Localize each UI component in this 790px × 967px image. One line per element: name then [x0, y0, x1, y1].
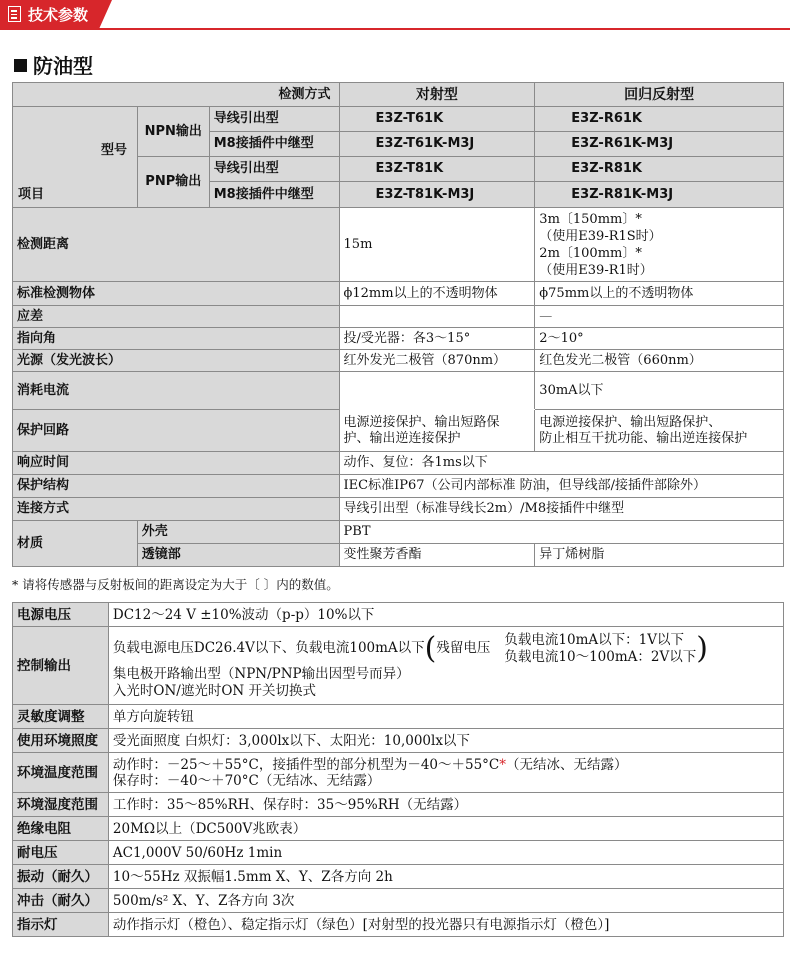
residual-voltage-label: 残留电压: [436, 640, 491, 656]
pnp-output-label: PNP输出: [137, 157, 209, 208]
dielectric-value: AC1,000V 50/60Hz 1min: [108, 841, 783, 865]
distance-thru: 15m: [339, 208, 535, 282]
voltage-value: DC12～24 V ±10%波动（p-p）10%以下: [108, 603, 783, 627]
model-npn-m8-thru: E3Z-T61K-M3J: [339, 132, 535, 157]
residual-line1: 负载电流10mA以下：1V以下: [504, 631, 684, 648]
npn-m8-type: M8接插件中继型: [209, 132, 339, 157]
distance-retro: [535, 208, 784, 282]
distance-retro-line3: 2m〔100mm〕*: [539, 245, 642, 261]
dielectric-label: 耐电压: [13, 841, 109, 865]
output-line3: 入光时ON/遮光时ON 开关切换式: [112, 682, 316, 699]
protection-retro-line2: 防止相互干扰功能、输出逆连接保护: [539, 430, 748, 446]
current-thru: [339, 372, 535, 410]
npn-output-label: NPN输出: [137, 107, 209, 157]
ambient-light-value: 受光面照度 白炽灯：3,000lx以下、太阳光：10,000lx以下: [108, 729, 783, 753]
ambient-humidity-value: 工作时：35～85%RH、保存时：35～95%RH（无结露）: [108, 793, 783, 817]
insulation-label: 绝缘电阻: [13, 817, 109, 841]
spec-table: [12, 82, 784, 567]
asterisk-mark: *: [499, 756, 507, 773]
indicator-label: 指示灯: [13, 913, 109, 937]
material-case-label: 外壳: [137, 521, 339, 544]
light-source-thru: 红外发光二极管（870nm）: [339, 350, 535, 372]
voltage-label: 电源电压: [13, 603, 109, 627]
distance-retro-line1: 3m〔150mm〕*: [539, 211, 642, 227]
light-source-label: 光源（发光波长）: [13, 350, 340, 372]
angle-thru: 投/受光器：各3～15°: [339, 328, 535, 350]
footnote: * 请将传感器与反射板间的距离设定为大于〔 〕内的数值。: [12, 577, 339, 592]
tab-underline: [0, 28, 790, 30]
current-retro: 30mA以下: [535, 372, 784, 410]
method-label: 检测方式: [13, 83, 340, 107]
protection-label: 保护回路: [13, 410, 340, 452]
std-object-thru: ϕ12mm以上的不透明物体: [339, 282, 535, 306]
distance-label: 检测距离: [13, 208, 340, 282]
ambient-temp-line1-tail: （无结冰、无结露）: [506, 756, 628, 773]
square-bullet-icon: [14, 59, 27, 72]
sensitivity-value: 单方向旋转钮: [108, 705, 783, 729]
hysteresis-label: 应差: [13, 306, 340, 328]
angle-label: 指向角: [13, 328, 340, 350]
ambient-temp-line2: 保存时：－40～＋70°C（无结冰、无结露）: [112, 772, 381, 789]
model-pnp-m8-retro: E3Z-R81K-M3J: [535, 182, 784, 208]
output-label: 控制输出: [13, 627, 109, 705]
tab-title: 技术参数: [28, 6, 89, 24]
distance-retro-line4: （使用E39-R1时）: [539, 262, 653, 278]
npn-wire-type: 导线引出型: [209, 107, 339, 132]
shock-value: 500m/s² X、Y、Z各方向 3次: [108, 889, 783, 913]
insulation-value: 20MΩ以上（DC500V兆欧表）: [108, 817, 783, 841]
common-spec-table: [12, 602, 784, 937]
material-lens-thru: 变性聚芳香酯: [339, 544, 535, 567]
material-label: 材质: [13, 521, 138, 567]
structure-value: IEC标准IP67（公司内部标准 防油，但导线部/接插件部除外）: [339, 475, 783, 498]
std-object-retro: ϕ75mm以上的不透明物体: [535, 282, 784, 306]
model-pnp-m8-thru: E3Z-T81K-M3J: [339, 182, 535, 208]
document-icon: [8, 6, 21, 22]
response-value: 动作、复位：各1ms以下: [339, 452, 783, 475]
ambient-temp-line1: [113, 757, 779, 773]
vibration-label: 振动（耐久）: [13, 865, 109, 889]
tab-header: [0, 0, 790, 30]
sensitivity-label: 灵敏度调整: [13, 705, 109, 729]
distance-retro-line2: （使用E39-R1S时）: [539, 228, 662, 244]
pnp-m8-type: M8接插件中继型: [209, 182, 339, 208]
residual-line2: 负载电流10～100mA：2V以下: [504, 648, 697, 665]
pnp-wire-type: 导线引出型: [209, 157, 339, 182]
left-paren-icon: (: [424, 630, 437, 666]
protection-retro-line1: 电源逆接保护、输出短路保护、: [539, 414, 722, 430]
connection-value: 导线引出型（标准导线长2m）/M8接插件中继型: [339, 498, 783, 521]
hysteresis-retro: —: [535, 306, 784, 328]
std-object-label: 标准检测物体: [13, 282, 340, 306]
ambient-temp-label: 环境温度范围: [13, 753, 109, 793]
item-label: 项目: [18, 187, 45, 202]
model-label: 型号: [101, 143, 128, 158]
protection-thru: [339, 410, 535, 452]
structure-label: 保护结构: [13, 475, 340, 498]
model-npn-m8-retro: E3Z-R61K-M3J: [535, 132, 784, 157]
model-pnp-wire-retro: E3Z-R81K: [535, 157, 784, 182]
current-label: 消耗电流: [13, 372, 340, 410]
model-npn-wire-retro: E3Z-R61K: [535, 107, 784, 132]
protection-retro: [535, 410, 784, 452]
connection-label: 连接方式: [13, 498, 340, 521]
model-npn-wire-thru: E3Z-T61K: [339, 107, 535, 132]
residual-values: [504, 632, 696, 666]
ambient-light-label: 使用环境照度: [13, 729, 109, 753]
hysteresis-thru: [339, 306, 535, 328]
col-retro-reflective: 回归反射型: [535, 83, 784, 107]
model-item-corner: [13, 107, 138, 208]
output-line2: 集电极开路输出型（NPN/PNP输出因型号而异）: [112, 665, 410, 682]
protection-thru-line2: 护、输出逆连接保护: [343, 430, 461, 446]
section-title: [14, 50, 93, 79]
output-value: [108, 627, 783, 705]
material-case-value: PBT: [339, 521, 783, 544]
output-line1: 负载电源电压DC26.4V以下、负载电流100mA以下: [112, 640, 425, 656]
shock-label: 冲击（耐久）: [13, 889, 109, 913]
section-title-text: 防油型: [33, 54, 93, 78]
indicator-value: 动作指示灯（橙色）、稳定指示灯（绿色）[对射型的投光器只有电源指示灯（橙色）]: [108, 913, 783, 937]
protection-thru-line1: 电源逆接保护、输出短路保: [343, 414, 500, 430]
material-lens-label: 透镜部: [137, 544, 339, 567]
ambient-humidity-label: 环境湿度范围: [13, 793, 109, 817]
ambient-temp-value: [108, 753, 783, 793]
output-first-block: [113, 632, 779, 666]
model-pnp-wire-thru: E3Z-T81K: [339, 157, 535, 182]
right-paren-icon: ): [696, 630, 708, 666]
material-lens-retro: 异丁烯树脂: [535, 544, 784, 567]
light-source-retro: 红色发光二极管（660nm）: [535, 350, 784, 372]
vibration-value: 10～55Hz 双振幅1.5mm X、Y、Z各方向 2h: [108, 865, 783, 889]
angle-retro: 2～10°: [535, 328, 784, 350]
col-thru-beam: 对射型: [339, 83, 535, 107]
response-label: 响应时间: [13, 452, 340, 475]
ambient-temp-line1-text: 动作时：－25～＋55°C，接插件型的部分机型为－40～＋55°C: [112, 756, 500, 773]
